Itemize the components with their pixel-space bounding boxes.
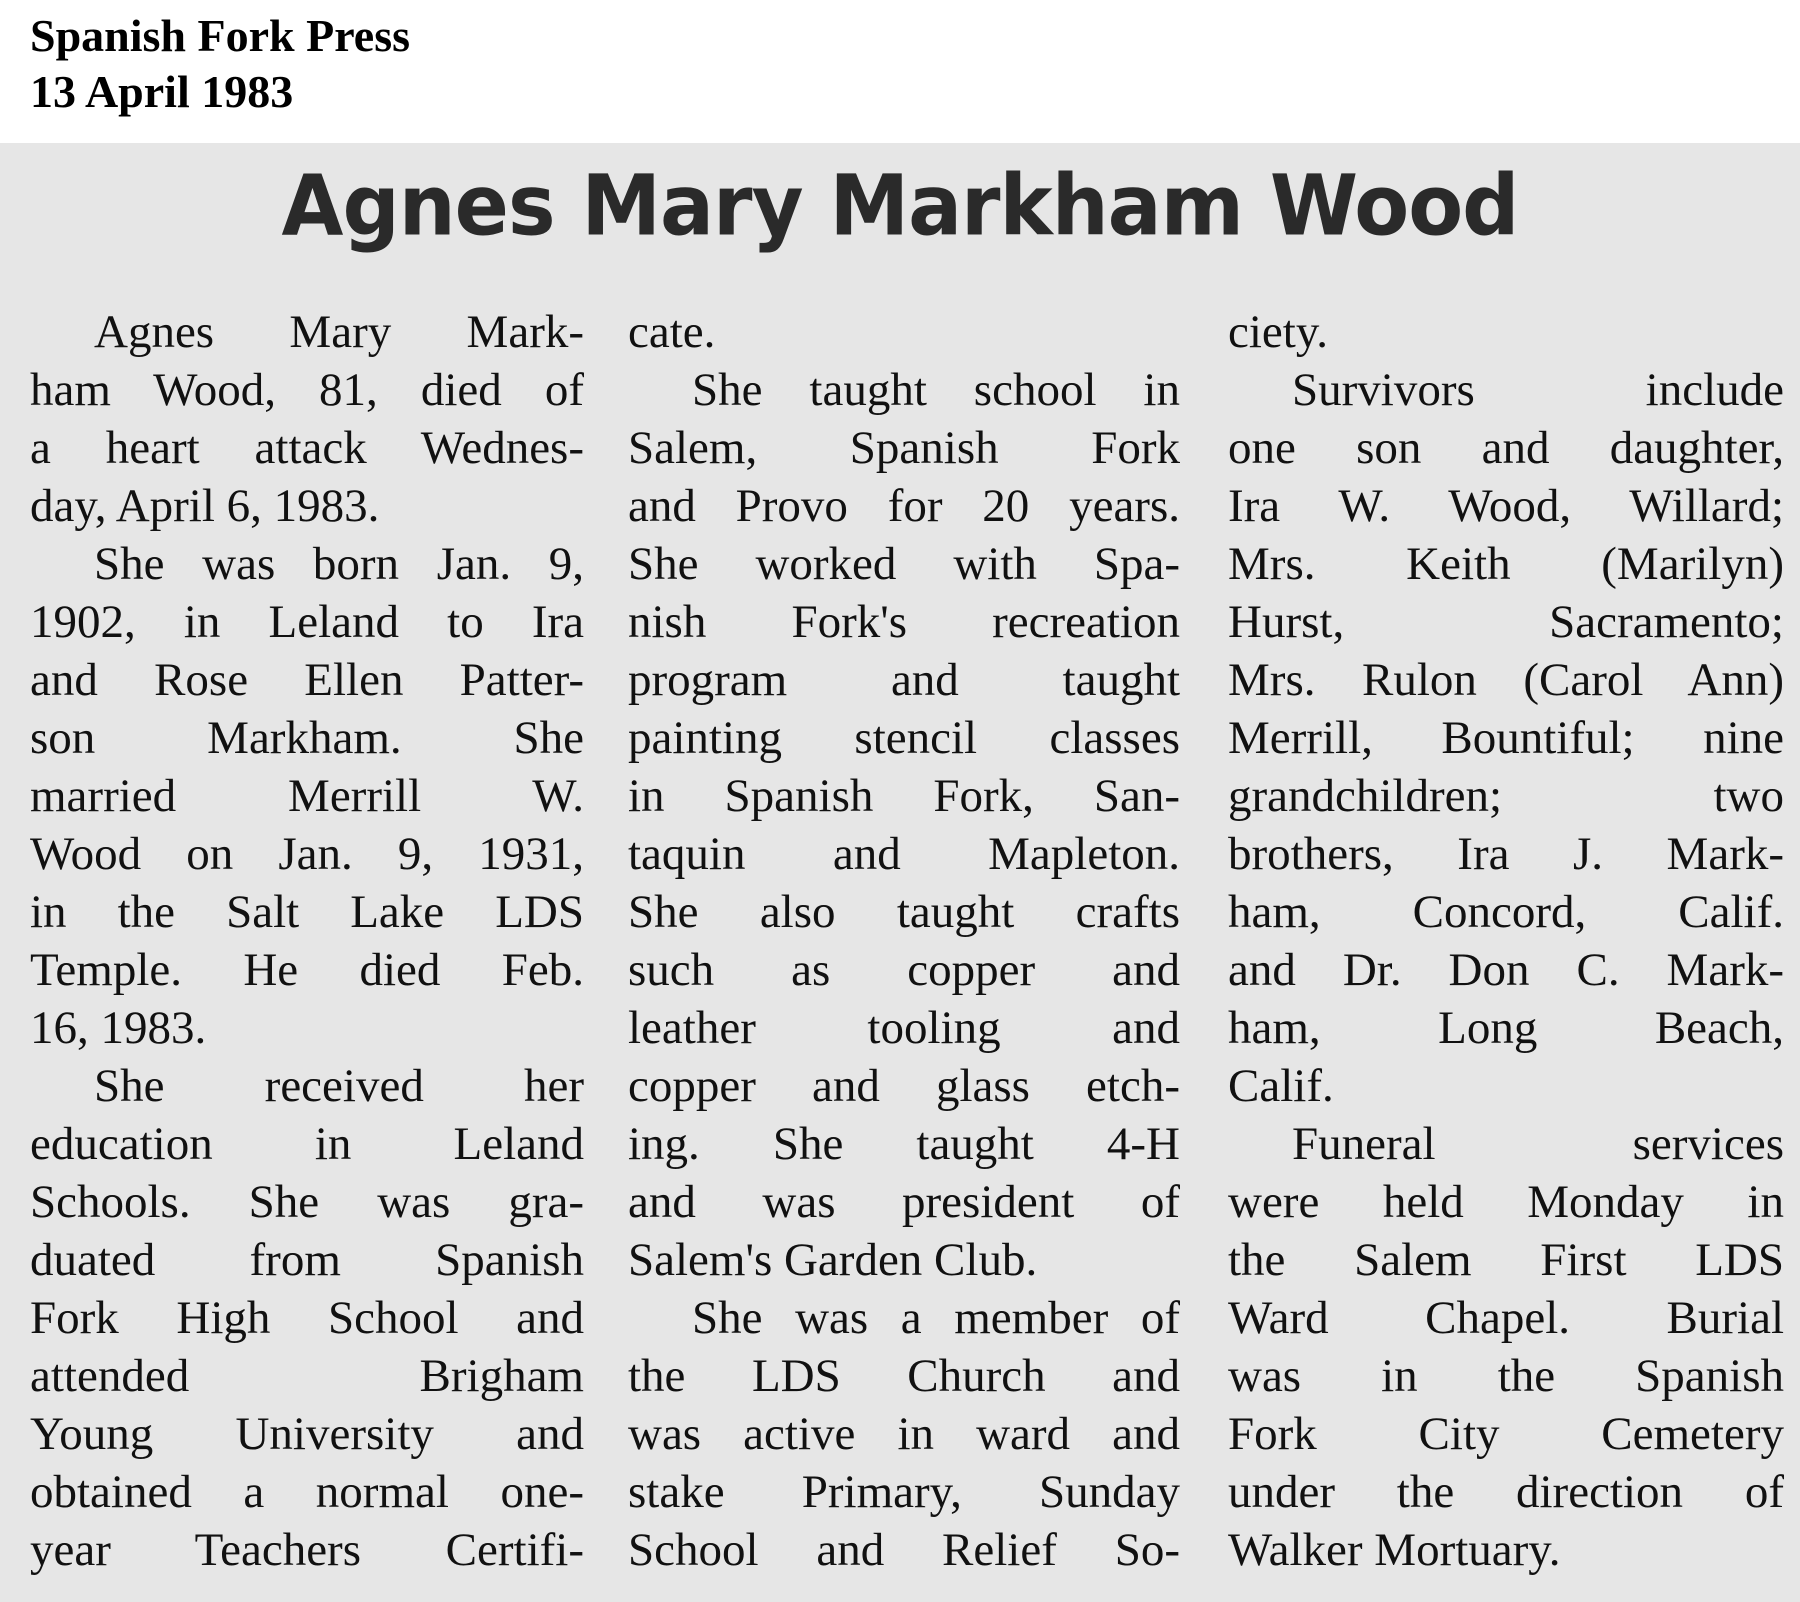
article-line: Agnes Mary Mark- (94, 306, 584, 358)
article-line: in the Salt Lake LDS (30, 886, 584, 938)
article-line: and Dr. Don C. Mark- (1228, 944, 1784, 996)
publication-name: Spanish Fork Press (30, 10, 411, 61)
article-line: Temple. He died Feb. (30, 944, 584, 996)
article-line: Funeral services (1292, 1118, 1784, 1170)
article-line: the Salem First LDS (1228, 1234, 1784, 1286)
article-line: She was born Jan. 9, (94, 538, 584, 590)
article-line: and Provo for 20 years. (628, 480, 1180, 532)
article-line: Fork City Cemetery (1228, 1408, 1784, 1460)
article-line: year Teachers Certifi- (30, 1524, 584, 1576)
article-line: She taught school in (692, 364, 1180, 416)
article-line: a heart attack Wednes- (30, 422, 584, 474)
article-line: Schools. She was gra- (30, 1176, 584, 1228)
article-line: brothers, Ira J. Mark- (1228, 828, 1784, 880)
article-line: Salem's Garden Club. (628, 1234, 1038, 1286)
article-line: 16, 1983. (30, 1002, 207, 1054)
article-line: Young University and (30, 1408, 584, 1460)
article-column-2 (628, 303, 1180, 1593)
article-line: ham, Concord, Calif. (1228, 886, 1784, 938)
article-line: Walker Mortuary. (1228, 1524, 1561, 1576)
article-line: one son and daughter, (1228, 422, 1784, 474)
article-line: ciety. (1228, 306, 1329, 358)
article-line: Merrill, Bountiful; nine (1228, 712, 1784, 764)
article-line: Ira W. Wood, Willard; (1228, 480, 1784, 532)
obituary-headline: Agnes Mary Markham Wood (281, 156, 1519, 255)
article-line: taquin and Mapleton. (628, 828, 1180, 880)
article-line: Mrs. Keith (Marilyn) (1228, 538, 1784, 590)
article-line: son Markham. She (30, 712, 584, 764)
article-line: She was a member of (692, 1292, 1180, 1344)
article-line: She received her (94, 1060, 584, 1112)
article-column-1 (30, 303, 584, 1593)
article-line: such as copper and (628, 944, 1180, 996)
source-caption (30, 8, 410, 120)
article-line: ing. She taught 4-H (628, 1118, 1180, 1170)
article-line: married Merrill W. (30, 770, 584, 822)
article-line: day, April 6, 1983. (30, 480, 380, 532)
article-line: Ward Chapel. Burial (1228, 1292, 1784, 1344)
article-line: was active in ward and (628, 1408, 1180, 1460)
publication-date: 13 April 1983 (30, 66, 294, 117)
article-line: the LDS Church and (628, 1350, 1180, 1402)
article-line: obtained a normal one- (30, 1466, 584, 1518)
article-line: painting stencil classes (628, 712, 1180, 764)
article-line: attended Brigham (30, 1350, 584, 1402)
article-line: She worked with Spa- (628, 538, 1180, 590)
article-line: education in Leland (30, 1118, 584, 1170)
article-line: Survivors include (1292, 364, 1784, 416)
article-line: ham Wood, 81, died of (30, 364, 584, 416)
article-line: Salem, Spanish Fork (628, 422, 1180, 474)
article-line: grandchildren; two (1228, 770, 1784, 822)
newspaper-clipping (0, 143, 1800, 1602)
article-line: Fork High School and (30, 1292, 584, 1344)
article-line: 1902, in Leland to Ira (30, 596, 584, 648)
article-line: program and taught (628, 654, 1180, 706)
article-line: nish Fork's recreation (628, 596, 1180, 648)
article-column-3 (1228, 303, 1784, 1593)
article-line: were held Monday in (1228, 1176, 1784, 1228)
article-line: duated from Spanish (30, 1234, 584, 1286)
article-line: leather tooling and (628, 1002, 1180, 1054)
article-line: copper and glass etch- (628, 1060, 1180, 1112)
article-line: Wood on Jan. 9, 1931, (30, 828, 584, 880)
article-line: ham, Long Beach, (1228, 1002, 1784, 1054)
article-line: was in the Spanish (1228, 1350, 1784, 1402)
article-line: Mrs. Rulon (Carol Ann) (1228, 654, 1784, 706)
article-line: and was president of (628, 1176, 1180, 1228)
article-line: stake Primary, Sunday (628, 1466, 1180, 1518)
article-line: She also taught crafts (628, 886, 1180, 938)
article-line: School and Relief So- (628, 1524, 1180, 1576)
article-line: under the direction of (1228, 1466, 1784, 1518)
article-line: Calif. (1228, 1060, 1334, 1112)
article-line: Hurst, Sacramento; (1228, 596, 1784, 648)
article-line: and Rose Ellen Patter- (30, 654, 584, 706)
article-line: in Spanish Fork, San- (628, 770, 1180, 822)
article-line: cate. (628, 306, 716, 358)
